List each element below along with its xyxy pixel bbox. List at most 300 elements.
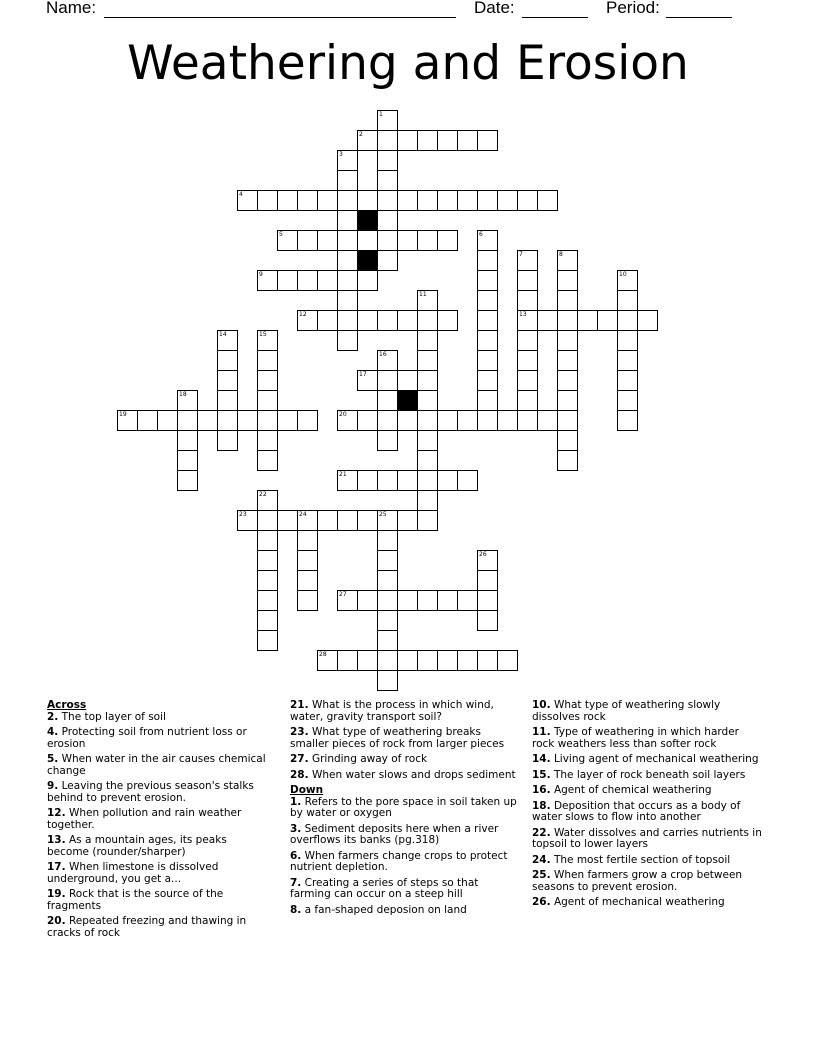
grid-cell[interactable] — [217, 370, 238, 391]
clue-item — [290, 851, 522, 874]
grid-cell[interactable] — [377, 590, 398, 611]
grid-cell[interactable] — [477, 370, 498, 391]
grid-cell[interactable] — [277, 270, 298, 291]
grid-cell[interactable] — [617, 350, 638, 371]
grid-cell[interactable] — [317, 310, 338, 331]
grid-cell[interactable] — [397, 410, 418, 431]
grid-cell[interactable] — [357, 310, 378, 331]
grid-cell[interactable] — [457, 650, 478, 671]
grid-cell[interactable] — [317, 650, 338, 671]
clue-text: Agent of chemical weathering — [553, 784, 712, 796]
grid-cell[interactable] — [397, 370, 418, 391]
grid-cell[interactable] — [517, 290, 538, 311]
clue-number: 26. — [532, 896, 551, 908]
grid-cell[interactable] — [257, 530, 278, 551]
grid-cell[interactable] — [557, 250, 578, 271]
grid-cell[interactable] — [337, 170, 358, 191]
clue-item — [47, 712, 272, 724]
clue-number: 12. — [47, 807, 66, 819]
grid-cell[interactable] — [257, 390, 278, 411]
clue-item — [47, 835, 272, 858]
clue-number: 25 — [379, 511, 387, 518]
clue-item — [532, 770, 764, 782]
grid-cell[interactable] — [257, 270, 278, 291]
grid-cell[interactable] — [557, 410, 578, 431]
grid-cell[interactable] — [217, 330, 238, 351]
grid-cell[interactable] — [277, 230, 298, 251]
clue-number: 18 — [179, 391, 187, 398]
clue-item — [532, 897, 764, 909]
grid-cell[interactable] — [297, 570, 318, 591]
grid-cell[interactable] — [477, 330, 498, 351]
grid-cell[interactable] — [457, 190, 478, 211]
grid-cell[interactable] — [257, 430, 278, 451]
clue-item — [290, 700, 522, 723]
clue-text: When pollution and rain weather together. — [47, 807, 242, 831]
clue-number: 20. — [47, 915, 66, 927]
grid-cell[interactable] — [397, 470, 418, 491]
clue-number: 21 — [339, 471, 347, 478]
clues-column-3 — [532, 700, 764, 913]
grid-cell[interactable] — [257, 190, 278, 211]
grid-cell[interactable] — [257, 570, 278, 591]
grid-cell[interactable] — [417, 470, 438, 491]
clue-number: 9 — [259, 271, 263, 278]
grid-cell[interactable] — [437, 130, 458, 151]
clue-item — [47, 781, 272, 804]
grid-cell[interactable] — [317, 190, 338, 211]
grid-cell[interactable] — [477, 550, 498, 571]
grid-cell[interactable] — [337, 410, 358, 431]
grid-cell[interactable] — [377, 650, 398, 671]
grid-cell[interactable] — [377, 150, 398, 171]
clue-item — [47, 889, 272, 912]
grid-cell[interactable] — [297, 270, 318, 291]
grid-cell[interactable] — [457, 130, 478, 151]
clue-number: 2 — [359, 131, 363, 138]
grid-cell[interactable] — [137, 410, 158, 431]
clue-item — [532, 700, 764, 723]
grid-cell[interactable] — [477, 190, 498, 211]
grid-cell[interactable] — [357, 470, 378, 491]
clue-number: 20 — [339, 411, 347, 418]
grid-cell[interactable] — [117, 410, 138, 431]
clue-text: When farmers grow a crop between seasons to prevent erosion. — [532, 869, 743, 893]
grid-cell[interactable] — [477, 410, 498, 431]
grid-cell[interactable] — [437, 410, 458, 431]
grid-cell[interactable] — [377, 310, 398, 331]
grid-cell[interactable] — [617, 330, 638, 351]
grid-cell[interactable] — [337, 330, 358, 351]
grid-cell[interactable] — [417, 230, 438, 251]
clue-number: 28 — [319, 651, 327, 658]
grid-cell[interactable] — [317, 270, 338, 291]
grid-cell[interactable] — [277, 410, 298, 431]
grid-cell[interactable] — [377, 410, 398, 431]
clue-number: 23 — [239, 511, 247, 518]
grid-cell[interactable] — [297, 590, 318, 611]
clue-item — [290, 770, 522, 782]
grid-cell[interactable] — [257, 450, 278, 471]
grid-cell[interactable] — [317, 510, 338, 531]
grid-cell[interactable] — [517, 390, 538, 411]
clue-text: When water slows and drops sediment — [311, 768, 516, 781]
date-label: Date: — [474, 0, 515, 17]
grid-cell[interactable] — [257, 490, 278, 511]
grid-cell[interactable] — [397, 230, 418, 251]
clue-item — [532, 785, 764, 797]
grid-cell[interactable] — [257, 370, 278, 391]
grid-cell[interactable] — [337, 510, 358, 531]
grid-cell[interactable] — [417, 310, 438, 331]
grid-cell[interactable] — [417, 650, 438, 671]
clue-item — [532, 801, 764, 824]
grid-cell[interactable] — [477, 590, 498, 611]
grid-cell[interactable] — [457, 470, 478, 491]
grid-cell[interactable] — [397, 190, 418, 211]
clue-number: 13 — [519, 311, 527, 318]
grid-cell[interactable] — [437, 230, 458, 251]
clue-number: 3 — [339, 151, 343, 158]
grid-cell[interactable] — [557, 270, 578, 291]
grid-cell[interactable] — [497, 410, 518, 431]
grid-cell[interactable] — [477, 250, 498, 271]
grid-cell[interactable] — [397, 590, 418, 611]
clue-text: Sediment deposits here when a river overflows its banks (pg.318) — [290, 822, 499, 846]
grid-cell[interactable] — [417, 390, 438, 411]
grid-cell[interactable] — [297, 530, 318, 551]
grid-cell[interactable] — [417, 430, 438, 451]
grid-cell[interactable] — [337, 210, 358, 231]
clue-text: As a mountain ages, its peaks become (rounder/sharper) — [47, 834, 227, 858]
grid-cell[interactable] — [337, 590, 358, 611]
clue-text: The layer of rock beneath soil layers — [553, 768, 746, 781]
clue-text: a fan-shaped deposion on land — [304, 903, 467, 916]
grid-cell[interactable] — [377, 550, 398, 571]
grid-cell[interactable] — [557, 390, 578, 411]
grid-cell[interactable] — [437, 650, 458, 671]
grid-cell[interactable] — [557, 430, 578, 451]
grid-cell[interactable] — [297, 310, 318, 331]
grid-cell[interactable] — [397, 130, 418, 151]
grid-cell[interactable] — [217, 350, 238, 371]
grid-cell[interactable] — [377, 430, 398, 451]
grid-cell[interactable] — [477, 610, 498, 631]
grid-cell[interactable] — [257, 350, 278, 371]
grid-cell[interactable] — [337, 290, 358, 311]
grid-cell[interactable] — [317, 230, 338, 251]
clue-number: 13. — [47, 834, 66, 846]
clue-text: Living agent of mechanical weathering — [553, 753, 759, 765]
grid-cell[interactable] — [377, 530, 398, 551]
grid-cell[interactable] — [417, 590, 438, 611]
clue-text: Repeated freezing and thawing in cracks of rock — [47, 915, 247, 939]
grid-cell[interactable] — [217, 410, 238, 431]
clue-text: Leaving the previous season's stalks behind to prevent erosion. — [47, 780, 254, 804]
grid-cell[interactable] — [417, 450, 438, 471]
grid-cell[interactable] — [177, 430, 198, 451]
grid-cell[interactable] — [377, 510, 398, 531]
clue-text: Protecting soil from nutrient loss or erosion — [47, 726, 247, 750]
grid-cell[interactable] — [377, 110, 398, 131]
grid-cell[interactable] — [397, 510, 418, 531]
grid-cell[interactable] — [497, 190, 518, 211]
grid-cell[interactable] — [377, 610, 398, 631]
grid-cell[interactable] — [477, 230, 498, 251]
grid-cell[interactable] — [357, 230, 378, 251]
grid-cell[interactable] — [377, 570, 398, 591]
clue-number: 17 — [359, 371, 367, 378]
grid-cell[interactable] — [377, 470, 398, 491]
clue-number: 14 — [219, 331, 227, 338]
clue-number: 27 — [339, 591, 347, 598]
clue-number: 10. — [532, 699, 551, 711]
clue-number: 24. — [532, 853, 551, 866]
clue-item — [290, 754, 522, 766]
clue-text: What type of weathering breaks smaller pieces of rock from larger pieces — [290, 726, 505, 750]
grid-cell[interactable] — [397, 650, 418, 671]
clue-number: 19 — [119, 411, 127, 418]
clue-text: When water in the air causes chemical change — [47, 753, 266, 777]
grid-cell[interactable] — [517, 190, 538, 211]
grid-cell[interactable] — [557, 330, 578, 351]
clue-number: 17. — [47, 861, 66, 873]
grid-cell[interactable] — [177, 390, 198, 411]
grid-cell[interactable] — [417, 410, 438, 431]
grid-cell[interactable] — [217, 430, 238, 451]
clue-number: 1 — [379, 111, 383, 118]
grid-cell[interactable] — [617, 370, 638, 391]
clue-number: 6. — [290, 849, 302, 862]
clue-number: 7 — [519, 251, 523, 258]
clue-number: 10 — [619, 271, 627, 278]
clue-item — [290, 905, 522, 917]
grid-cell[interactable] — [437, 590, 458, 611]
grid-cell[interactable] — [157, 410, 178, 431]
grid-cell[interactable] — [477, 650, 498, 671]
grid-cell[interactable] — [357, 590, 378, 611]
grid-cell[interactable] — [477, 270, 498, 291]
grid-cell[interactable] — [437, 310, 458, 331]
clue-item — [47, 754, 272, 777]
grid-cell[interactable] — [477, 390, 498, 411]
clue-number: 12 — [299, 311, 307, 318]
grid-cell[interactable] — [257, 330, 278, 351]
clue-number: 11. — [532, 726, 551, 738]
grid-cell[interactable] — [617, 390, 638, 411]
clue-text: What type of weathering slowly dissolves rock — [532, 699, 721, 723]
grid-cell[interactable] — [437, 470, 458, 491]
grid-cell[interactable] — [177, 410, 198, 431]
grid-cell[interactable] — [377, 350, 398, 371]
clue-text: What is the process in which wind, water, gravity transport soil? — [290, 699, 494, 723]
clue-number: 11 — [419, 291, 427, 298]
grid-cell[interactable] — [617, 270, 638, 291]
grid-cell[interactable] — [297, 550, 318, 571]
grid-cell[interactable] — [617, 290, 638, 311]
grid-cell[interactable] — [297, 190, 318, 211]
clue-number: 1. — [290, 795, 302, 808]
grid-cell[interactable] — [237, 410, 258, 431]
clue-number: 26 — [479, 551, 487, 558]
clue-number: 4 — [239, 191, 243, 198]
grid-cell[interactable] — [417, 510, 438, 531]
clue-number: 7. — [290, 876, 302, 889]
grid-cell[interactable] — [417, 370, 438, 391]
grid-cell[interactable] — [537, 190, 558, 211]
grid-cell[interactable] — [297, 510, 318, 531]
period-label: Period: — [606, 0, 660, 17]
grid-cell[interactable] — [617, 410, 638, 431]
grid-cell[interactable] — [457, 590, 478, 611]
grid-cell[interactable] — [357, 370, 378, 391]
grid-cell[interactable] — [557, 370, 578, 391]
grid-cell[interactable] — [417, 290, 438, 311]
grid-cell[interactable] — [377, 230, 398, 251]
grid-cell[interactable] — [177, 450, 198, 471]
grid-cell[interactable] — [557, 450, 578, 471]
clue-number: 22 — [259, 491, 267, 498]
grid-cell[interactable] — [597, 310, 618, 331]
grid-cell[interactable] — [377, 130, 398, 151]
grid-cell[interactable] — [417, 190, 438, 211]
grid-cell[interactable] — [477, 350, 498, 371]
clues-column-2 — [290, 700, 522, 920]
grid-cell[interactable] — [477, 130, 498, 151]
clue-text: The top layer of soil — [61, 710, 166, 723]
grid-cell[interactable] — [537, 310, 558, 331]
grid-cell[interactable] — [477, 570, 498, 591]
grid-cell[interactable] — [357, 270, 378, 291]
grid-cell[interactable] — [337, 310, 358, 331]
grid-cell[interactable] — [517, 310, 538, 331]
grid-cell[interactable] — [517, 410, 538, 431]
grid-cell[interactable] — [497, 650, 518, 671]
grid-cell[interactable] — [637, 310, 658, 331]
clue-item — [47, 808, 272, 831]
clue-text: Rock that is the source of the fragments — [47, 888, 224, 912]
grid-cell[interactable] — [537, 410, 558, 431]
grid-block — [397, 390, 418, 411]
grid-cell[interactable] — [337, 150, 358, 171]
grid-cell[interactable] — [257, 410, 278, 431]
grid-cell[interactable] — [377, 170, 398, 191]
grid-cell[interactable] — [257, 630, 278, 651]
grid-cell[interactable] — [517, 370, 538, 391]
grid-cell[interactable] — [377, 390, 398, 411]
grid-cell[interactable] — [197, 410, 218, 431]
grid-cell[interactable] — [297, 410, 318, 431]
clue-number: 5 — [279, 231, 283, 238]
clue-text: Deposition that occurs as a body of water slows to flow into another — [532, 799, 741, 823]
grid-cell[interactable] — [577, 310, 598, 331]
clue-number: 24 — [299, 511, 307, 518]
grid-cell[interactable] — [557, 310, 578, 331]
grid-cell[interactable] — [337, 270, 358, 291]
clue-text: When farmers change crops to protect nutrient depletion. — [290, 849, 508, 873]
clue-number: 27. — [290, 753, 309, 765]
clue-text: Grinding away of rock — [311, 753, 428, 765]
grid-cell[interactable] — [617, 310, 638, 331]
clue-number: 8. — [290, 903, 302, 916]
grid-cell[interactable] — [557, 350, 578, 371]
grid-cell[interactable] — [377, 670, 398, 691]
grid-cell[interactable] — [397, 310, 418, 331]
clue-text: Creating a series of steps so that farming can occur on a steep hill — [290, 876, 479, 900]
grid-cell[interactable] — [277, 190, 298, 211]
clue-item — [47, 916, 272, 939]
grid-cell[interactable] — [237, 190, 258, 211]
grid-cell[interactable] — [437, 190, 458, 211]
clue-number: 16 — [379, 351, 387, 358]
clue-number: 6 — [479, 231, 483, 238]
grid-cell[interactable] — [377, 210, 398, 231]
grid-cell[interactable] — [217, 390, 238, 411]
clue-number: 18. — [532, 799, 551, 812]
grid-cell[interactable] — [357, 650, 378, 671]
grid-cell[interactable] — [337, 190, 358, 211]
grid-cell[interactable] — [377, 190, 398, 211]
clue-number: 21. — [290, 699, 309, 711]
clue-text: Refers to the pore space in soil taken up by water or oxygen — [290, 795, 517, 819]
grid-cell[interactable] — [277, 510, 298, 531]
grid-cell[interactable] — [417, 350, 438, 371]
grid-cell[interactable] — [517, 330, 538, 351]
clue-item — [532, 870, 764, 893]
clue-number: 9. — [47, 780, 59, 792]
clue-number: 5. — [47, 753, 59, 765]
grid-cell[interactable] — [417, 330, 438, 351]
grid-cell[interactable] — [357, 190, 378, 211]
grid-cell[interactable] — [337, 250, 358, 271]
grid-cell[interactable] — [377, 250, 398, 271]
grid-cell[interactable] — [517, 250, 538, 271]
grid-cell[interactable] — [557, 290, 578, 311]
grid-cell[interactable] — [477, 310, 498, 331]
clue-number: 15 — [259, 331, 267, 338]
grid-cell[interactable] — [257, 590, 278, 611]
grid-cell[interactable] — [337, 650, 358, 671]
clue-number: 2. — [47, 710, 59, 723]
grid-cell[interactable] — [257, 550, 278, 571]
clue-number: 28. — [290, 768, 309, 781]
grid-cell[interactable] — [237, 510, 258, 531]
across-heading: Across — [47, 699, 87, 711]
grid-cell[interactable] — [177, 470, 198, 491]
grid-cell[interactable] — [337, 470, 358, 491]
grid-cell[interactable] — [257, 510, 278, 531]
grid-cell[interactable] — [517, 270, 538, 291]
grid-cell[interactable] — [517, 350, 538, 371]
grid-cell[interactable] — [477, 290, 498, 311]
grid-cell[interactable] — [297, 230, 318, 251]
grid-cell[interactable] — [377, 370, 398, 391]
grid-cell[interactable] — [357, 510, 378, 531]
clue-item — [532, 855, 764, 867]
clue-item — [47, 727, 272, 750]
grid-cell[interactable] — [377, 630, 398, 651]
grid-cell[interactable] — [257, 610, 278, 631]
clues-column-1 — [47, 700, 272, 943]
grid-cell[interactable] — [337, 230, 358, 251]
grid-cell[interactable] — [357, 130, 378, 151]
grid-cell[interactable] — [417, 130, 438, 151]
grid-cell[interactable] — [417, 490, 438, 511]
clue-text: When limestone is dissolved underground, you get a... — [47, 861, 219, 885]
grid-cell[interactable] — [357, 410, 378, 431]
clue-number: 4. — [47, 726, 59, 738]
grid-cell[interactable] — [457, 410, 478, 431]
